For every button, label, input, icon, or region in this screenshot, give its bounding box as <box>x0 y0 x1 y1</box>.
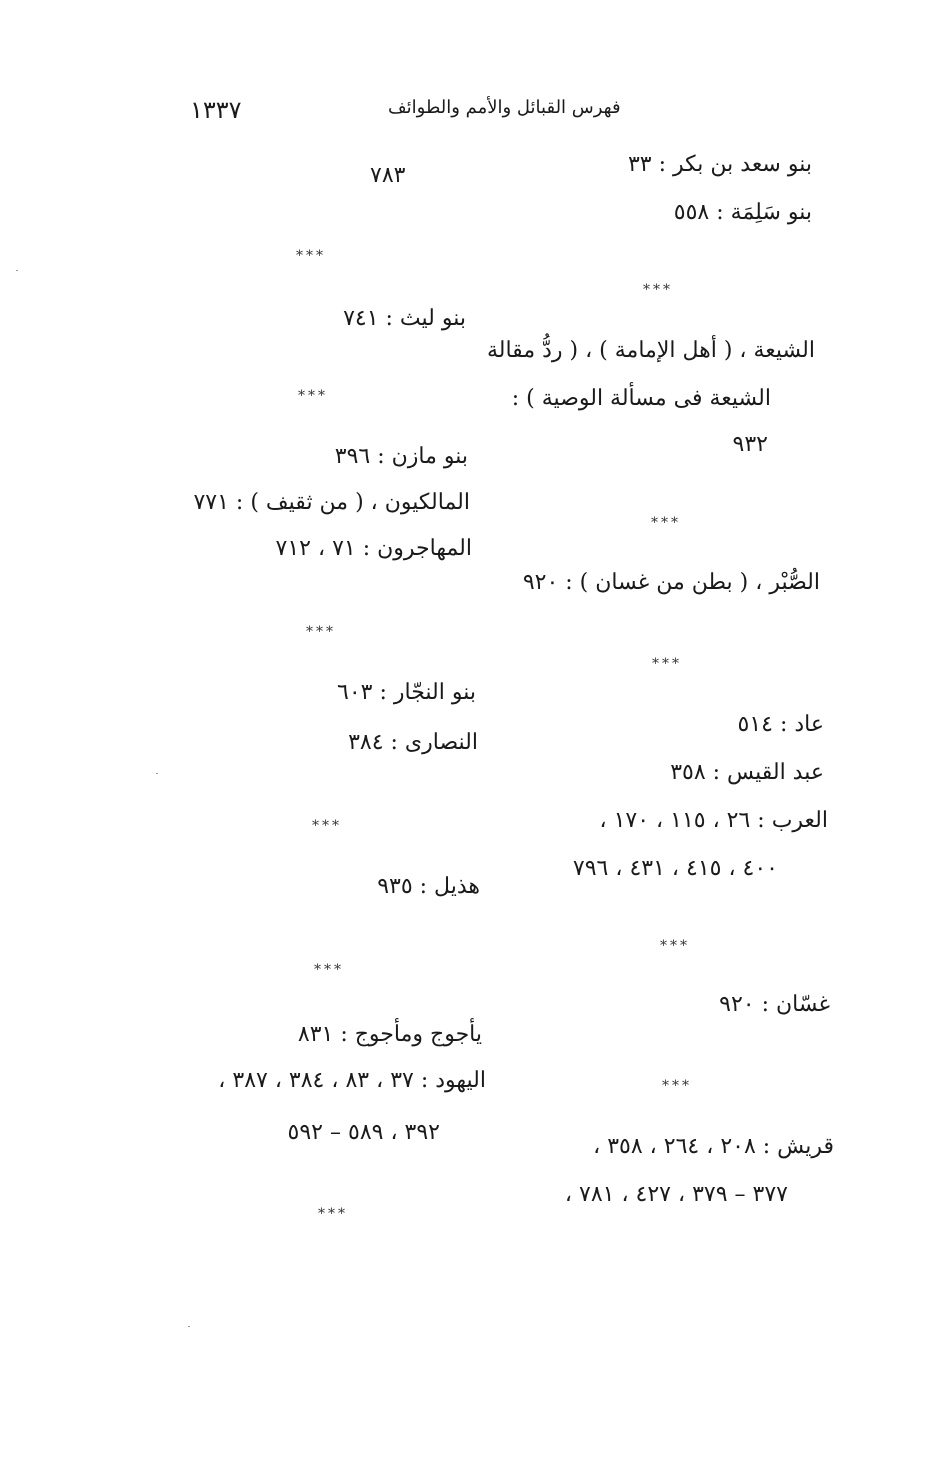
scan-speck <box>188 1326 190 1327</box>
index-entry: عبد القيس : ٣٥٨ <box>670 760 824 785</box>
index-entry: ٤٠٠ ، ٤١٥ ، ٤٣١ ، ٧٩٦ <box>572 856 778 881</box>
scan-speck <box>156 773 158 774</box>
index-entry: الصُّبْر ، ( بطن من غسان ) : ٩٢٠ <box>522 570 820 595</box>
index-entry: بنو مازن : ٣٩٦ <box>334 444 468 469</box>
index-entry: اليهود : ٣٧ ، ٨٣ ، ٣٨٤ ، ٣٨٧ ، <box>218 1068 486 1093</box>
index-entry: ٣٧٧ – ٣٧٩ ، ٤٢٧ ، ٧٨١ ، <box>564 1182 788 1207</box>
page-title: فهرس القبائل والأمم والطوائف <box>388 97 621 118</box>
index-entry: بنو سعد بن بكر : ٣٣ <box>627 152 812 177</box>
section-separator: *** <box>651 515 681 531</box>
index-entry: بنو النجّار : ٦٠٣ <box>337 680 476 705</box>
scan-speck <box>16 270 18 271</box>
index-entry: بنو ليث : ٧٤١ <box>343 306 466 331</box>
index-entry: يأجوج ومأجوج : ٨٣١ <box>297 1022 482 1047</box>
index-entry: عاد : ٥١٤ <box>737 712 824 737</box>
section-separator: *** <box>296 248 326 264</box>
index-entry: النصارى : ٣٨٤ <box>348 730 478 755</box>
index-entry: العرب : ٢٦ ، ١١٥ ، ١٧٠ ، <box>599 808 828 833</box>
section-separator: *** <box>318 1206 348 1222</box>
section-separator: *** <box>652 656 682 672</box>
index-entry: المالكيون ، ( من ثقيف ) : ٧٧١ <box>193 490 470 515</box>
index-entry: قريش : ٢٠٨ ، ٢٦٤ ، ٣٥٨ ، <box>593 1134 834 1159</box>
index-entry: الشيعة فى مسألة الوصية ) : <box>511 386 771 411</box>
index-entry: ٣٩٢ ، ٥٨٩ – ٥٩٢ <box>287 1120 440 1145</box>
index-entry: ٩٣٢ <box>732 432 768 457</box>
section-separator: *** <box>660 938 690 954</box>
section-separator: *** <box>662 1078 692 1094</box>
section-separator: *** <box>298 388 328 404</box>
index-entry: غسّان : ٩٢٠ <box>719 992 830 1017</box>
section-separator: *** <box>306 624 336 640</box>
index-entry: بنو سَلِمَة : ٥٥٨ <box>673 200 812 225</box>
index-entry: هذيل : ٩٣٥ <box>377 874 480 899</box>
page-number: ١٣٣٧ <box>190 96 242 124</box>
section-separator: *** <box>314 962 344 978</box>
index-entry: المهاجرون : ٧١ ، ٧١٢ <box>275 536 472 561</box>
index-entry: ٧٨٣ <box>370 163 406 188</box>
section-separator: *** <box>312 818 342 834</box>
section-separator: *** <box>643 282 673 298</box>
index-entry: الشيعة ، ( أهل الإمامة ) ، ( ردُّ مقالة <box>486 338 815 363</box>
